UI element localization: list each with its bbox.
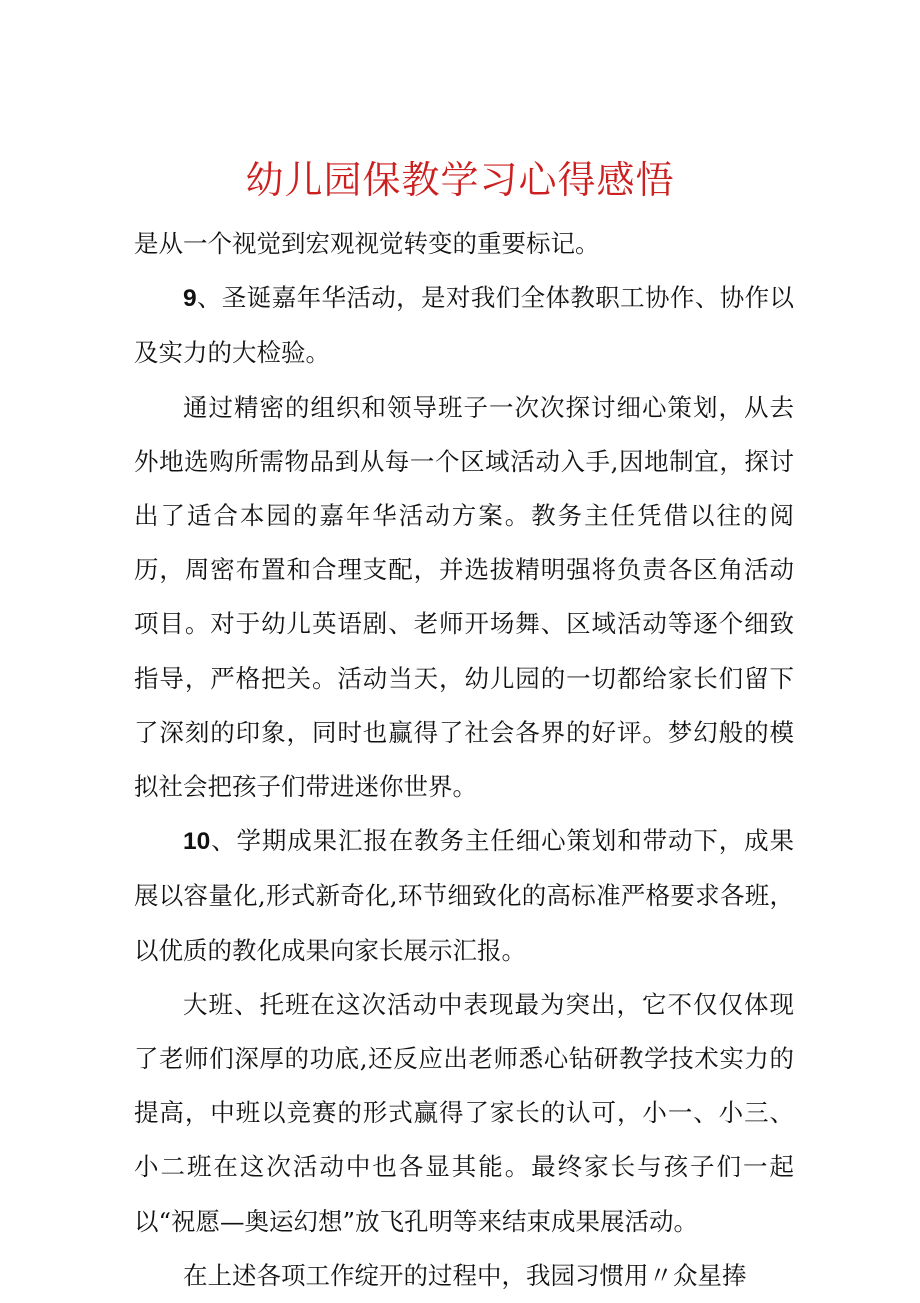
paragraph-class-performance — [134, 978, 794, 1249]
paragraph-trailing — [134, 1249, 794, 1303]
paragraph-item-9 — [134, 271, 794, 380]
paragraph-continuation — [134, 217, 794, 271]
paragraph-number: 10 — [183, 828, 211, 856]
paragraph-text: 大班、托班在这次活动中表现最为突出，它不仅仅体现了老师们深厚的功底,还反应出老师悉心钻研教学技术实力的提高，中班以竞赛的形式赢得了家长的认可，小一、小三、小二班在这次活动中也各显其能。最终家长与孩子们一起以“祝愿—奥运幻想”放飞孔明等来结束成果展活动。 — [134, 989, 794, 1236]
paragraph-text: 是从一个视觉到宏观视觉转变的重要标记。 — [134, 229, 600, 258]
document-body — [134, 217, 794, 1303]
paragraph-text: 、学期成果汇报在教务主任细心策划和带动下，成果展以容量化,形式新奇化,环节细致化的高标准严格要求各班，以优质的教化成果向家长展示汇报。 — [134, 826, 794, 965]
paragraph-text: 通过精密的组织和领导班子一次次探讨细心策划，从去外地选购所需物品到从每一个区域活动入手,因地制宜，探讨出了适合本园的嘉年华活动方案。教务主任凭借以往的阅历，周密布置和合理支配，并选拔精明强将负责各区角活动项目。对于幼儿英语剧、老师开场舞、区域活动等逐个细致指导，严格把关。活动当天，幼儿园的一切都给家长们留下了深刻的印象，同时也赢得了社会各界的好评。梦幻般的模拟社会把孩子们带进迷你世界。 — [134, 392, 794, 802]
paragraph-number: 9 — [183, 285, 197, 313]
paragraph-text: 、圣诞嘉年华活动，是对我们全体教职工协作、协作以及实力的大检验。 — [134, 283, 794, 368]
paragraph-carnival-detail — [134, 381, 794, 815]
paragraph-text: 在上述各项工作绽开的过程中，我园习惯用〃众星捧 — [183, 1260, 747, 1290]
document-title: 幼儿园保教学习心得感悟 — [245, 158, 675, 202]
paragraph-item-10 — [134, 814, 794, 978]
